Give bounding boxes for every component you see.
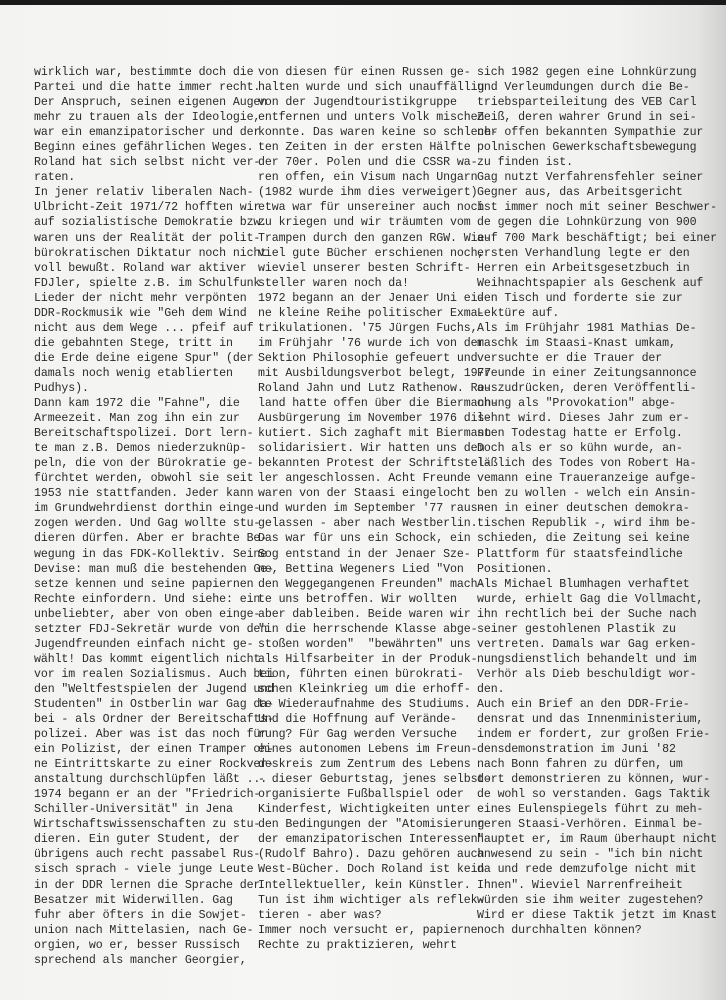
text-line: West-Bücher. Doch Roland ist kein [258, 863, 485, 877]
text-line: 1974 begann er an der "Friedrich- [34, 788, 261, 802]
text-line: Ihnen". Wieviel Narrenfreiheit [477, 878, 683, 892]
text-line: ihn rechtlich bei der Suche nach [477, 607, 697, 621]
text-line: Rechte zu praktizieren, wehrt [258, 938, 457, 952]
text-line: peln, die von der Bürokratie ge- [34, 457, 254, 471]
text-line: nen in einer deutschen demokra- [477, 502, 690, 516]
text-line: unbeliebter, aber von oben einge- [34, 607, 261, 621]
text-line: FDJler, spielte z.B. im Schulfunk [34, 276, 261, 290]
text-line: ne, Bettina Wegeners Lied "Von [258, 562, 464, 576]
text-line: setzter FDJ-Sekretär wurde von den [34, 622, 268, 636]
text-line: mehr zu trauen als der Ideologie, [34, 111, 261, 125]
text-line: indem er fordert, zur großen Frie- [477, 728, 711, 742]
text-line: ner offen bekannten Sympathie zur [477, 126, 704, 140]
text-line: triebsparteileitung des VEB Carl [477, 96, 697, 110]
text-line: war ein emanzipatorischer und der [34, 126, 261, 140]
text-line: ist immer noch mit seiner Beschwer- [477, 201, 718, 215]
text-line: sprechend als mancher Georgier, [34, 953, 247, 967]
text-line: land hatte offen über die Biermann- [258, 397, 499, 411]
text-line: Wird er diese Taktik jetzt im Knast [477, 908, 718, 922]
text-line: bekannten Protest der Schriftstel- [258, 457, 492, 471]
text-line: in der DDR lernen die Sprache der [34, 878, 261, 892]
text-line: eines Eulenspiegels führt zu meh- [477, 803, 704, 817]
text-line: Und die Hoffnung auf Verände- [258, 713, 457, 727]
text-line: die Erde deine eigene Spur" (der [34, 351, 254, 365]
text-line: "in die herrschende Klasse abge- [258, 622, 478, 636]
text-line: Roland Jahn und Lutz Rathenow. Ro- [258, 381, 492, 395]
text-line: nach Bonn fahren zu dürfen, um [477, 758, 683, 772]
text-line: rung? Für Gag werden Versuche [258, 728, 457, 742]
text-line: Plattform für staatsfeindliche [477, 547, 683, 561]
text-line: Partei und die hatte immer recht. [34, 81, 261, 95]
text-line: versuchte er die Trauer der [477, 351, 663, 365]
text-line: zogen werden. Und Gag wollte stu- [34, 517, 261, 531]
text-line: halten wurde und sich unauffällig [258, 81, 485, 95]
text-line: DDR-Rockmusik wie "Geh dem Wind [34, 306, 247, 320]
text-line: te Wiederaufnahme des Studiums. [258, 697, 471, 711]
text-line: Schiller-Universität" in Jena [34, 803, 233, 817]
text-line: te uns betroffen. Wir wollten [258, 592, 457, 606]
text-line: Intellektueller, kein Künstler. [258, 878, 471, 892]
text-line: auszudrücken, deren Veröffentli- [477, 381, 697, 395]
text-line: union nach Mittelasien, nach Ge- [34, 923, 254, 937]
text-line: im Grundwehrdienst dorthin einge- [34, 502, 261, 516]
text-line: 1953 nie stattfanden. Jeder kann [34, 487, 254, 501]
text-line: densdemonstration im Juni '82 [477, 743, 676, 757]
text-line: etwa war für unsereiner auch noch [258, 201, 485, 215]
text-line: Rechte einfordern. Und siehe: ein [34, 592, 261, 606]
text-line: anwesend zu sein - "ich bin nicht [477, 848, 704, 862]
text-line: waren uns der Realität der polit- [34, 231, 261, 245]
text-line: der emanzipatorischen Interessen" [258, 833, 485, 847]
text-line: raten. [34, 171, 76, 185]
text-line: kutiert. Sich zaghaft mit Biermann [258, 427, 492, 441]
text-line: da und rede demzufolge nicht mit [477, 863, 697, 877]
text-line: (Rudolf Bahro). Dazu gehören auch [258, 848, 485, 862]
text-line: mit Ausbildungsverbot belegt, 1977 [258, 366, 492, 380]
text-line: de wohl so verstanden. Gags Taktik [477, 788, 711, 802]
text-line: steller waren noch da! [258, 276, 409, 290]
text-line: Jugendfreunden einfach nicht ge- [34, 637, 254, 651]
text-line: (1982 wurde ihm dies verweigert) [258, 186, 478, 200]
text-line: te man z.B. Demos niederzuknüp- [34, 442, 247, 456]
text-line: auf 700 Mark beschäftigt; bei einer [477, 231, 718, 245]
text-line: Sog entstand in der Jenaer Sze- [258, 547, 471, 561]
text-line: trikulationen. '75 Jürgen Fuchs, [258, 321, 478, 335]
text-line: Verhör als Dieb beschuldigt wor- [477, 667, 697, 681]
text-line: zu finden ist. [477, 156, 574, 170]
text-line: Tun ist ihm wichtiger als reflek- [258, 893, 485, 907]
text-line: die gebahnten Stege, tritt in [34, 336, 233, 350]
text-line: sten Todestag hatte er Erfolg. [477, 427, 683, 441]
text-line: im Frühjahr '76 wurde ich von der [258, 336, 485, 350]
text-line: wählt! Das kommt eigentlich nicht [34, 652, 261, 666]
text-line: tischen Republik -, wird ihm be- [477, 517, 697, 531]
text-line: ne Eintrittskarte zu einer Rockver- [34, 758, 275, 772]
text-line: den Weggegangenen Freunden" mach- [258, 577, 485, 591]
text-line: fürchtet werden, obwohl sie seit [34, 472, 254, 486]
text-line: als Hilfsarbeiter in der Produk- [258, 652, 478, 666]
text-line: orgien, wo er, besser Russisch [34, 938, 240, 952]
text-line: stoßen worden" "bewährten" uns [258, 637, 471, 651]
text-line: Der Anspruch, seinen eigenen Augen [34, 96, 268, 110]
text-line: eines autonomen Lebens im Freun- [258, 743, 478, 757]
text-line: In jener relativ liberalen Nach- [34, 186, 254, 200]
text-line: Ulbricht-Zeit 1971/72 hofften wir [34, 201, 261, 215]
text-line: nicht aus dem Wege ... pfeif auf [34, 321, 254, 335]
text-line: ben zu wollen - welch ein Ansin- [477, 487, 697, 501]
text-line: dieren dürfen. Aber er brachte Be- [34, 532, 268, 546]
text-line: sisch sprach - viele junge Leute [34, 863, 254, 877]
text-line: de gegen die Lohnkürzung von 900 [477, 216, 697, 230]
text-line: ersten Verhandlung legte er den [477, 246, 690, 260]
text-line: Besatzer mit Widerwillen. Gag [34, 893, 233, 907]
text-line: dort demonstrieren zu können, wur- [477, 773, 711, 787]
text-line: Sektion Philosophie gefeuert und [258, 351, 478, 365]
text-line: solidarisiert. Wir hatten uns dem [258, 442, 485, 456]
text-line: übrigens auch recht passabel Rus- [34, 848, 261, 862]
text-line: Beginn eines gefährlichen Weges. [34, 141, 254, 155]
text-line: ein Polizist, der einen Tramper oh- [34, 743, 275, 757]
text-line: tion, führten einen bürokrati- [258, 667, 464, 681]
text-line: vemann eine Traueranzeige aufge- [477, 472, 697, 486]
text-line: der 70er. Polen und die CSSR wa- [258, 156, 478, 170]
text-line: sich 1982 gegen eine Lohnkürzung [477, 66, 697, 79]
text-line: von diesen für einen Russen ge- [258, 66, 471, 79]
text-line: Bereitschaftspolizei. Dort lern- [34, 427, 254, 441]
text-line: viel gute Bücher erschienen noch, [258, 246, 485, 260]
text-line: schen Kleinkrieg um die erhoff- [258, 682, 471, 696]
text-line: Wirtschaftswissenschaften zu stu- [34, 818, 261, 832]
text-line: dieren. Ein guter Student, der [34, 833, 240, 847]
text-line: damals noch wenig etablierten [34, 366, 233, 380]
text-line: organisierte Fußballspiel oder [258, 788, 464, 802]
text-line: 1972 begann an der Jenaer Uni ei- [258, 291, 485, 305]
text-line: schieden, die Zeitung sei keine [477, 532, 690, 546]
text-line: seiner gestohlenen Plastik zu [477, 622, 676, 636]
text-line: nungsdienstlich behandelt und im [477, 652, 697, 666]
text-line: Lieder der nicht mehr verpönten [34, 291, 247, 305]
text-line: - dieser Geburtstag, jenes selbst- [258, 773, 492, 787]
text-column-middle [258, 65, 498, 953]
text-line: den Tisch und forderte sie zur [477, 291, 683, 305]
text-line: fuhr aber öfters in die Sowjet- [34, 908, 247, 922]
text-line: und Verleumdungen durch die Be- [477, 81, 690, 95]
text-line: vor im realen Sozialismus. Auch bei [34, 667, 275, 681]
text-line: Zeiß, deren wahrer Grund in sei- [477, 111, 697, 125]
text-line: anstaltung durchschlüpfen läßt ... [34, 773, 268, 787]
text-line: Roland hat sich selbst nicht ver- [34, 156, 261, 170]
text-line: Gag nutzt Verfahrensfehler seiner [477, 171, 704, 185]
text-line: und wurden im September '77 raus- [258, 502, 485, 516]
text-line: bürokratischen Diktatur noch nicht [34, 246, 268, 260]
text-line: Gegner aus, das Arbeitsgericht [477, 186, 683, 200]
text-line: den Bedingungen der "Atomisierung [258, 818, 485, 832]
text-line: densrat und das Innenministerium, [477, 713, 704, 727]
text-line: Dann kam 1972 die "Fahne", die [34, 397, 240, 411]
text-line: wieviel unserer besten Schrift- [258, 261, 471, 275]
text-line: vertreten. Damals war Gag erken- [477, 637, 697, 651]
text-line: ler angeschlossen. Acht Freunde [258, 472, 471, 486]
text-line: Doch als er so kühn wurde, an- [477, 442, 683, 456]
text-line: den "Weltfestspielen der Jugend und [34, 682, 275, 696]
text-line: wirklich war, bestimmte doch die [34, 66, 254, 79]
text-line: Als Michael Blumhagen verhaftet [477, 577, 690, 591]
text-line: konnte. Das waren keine so schlech- [258, 126, 499, 140]
text-line: zu kriegen und wir träumten vom [258, 216, 471, 230]
text-line: waren von der Staasi eingelocht [258, 487, 471, 501]
text-line: Herren ein Arbeitsgesetzbuch in [477, 261, 690, 275]
text-line: gelassen - aber nach Westberlin. [258, 517, 478, 531]
text-line: voll bewußt. Roland war aktiver [34, 261, 247, 275]
text-line: chung als "Provokation" abge- [477, 397, 676, 411]
text-line: polnischen Gewerkschaftsbewegung [477, 141, 697, 155]
text-line: tieren - aber was? [258, 908, 382, 922]
text-line: polizei. Aber was ist das noch für [34, 728, 268, 742]
text-line: Immer noch versucht er, papierne [258, 923, 478, 937]
text-line: Auch ein Brief an den DDR-Frie- [477, 697, 690, 711]
text-line: wegung in das FDK-Kollektiv. Seine [34, 547, 268, 561]
text-column-left [34, 65, 274, 968]
text-line: Weihnachtspapier als Geschenk auf [477, 276, 704, 290]
text-line: hauptet er, im Raum überhaupt nicht [477, 833, 718, 847]
text-line: wurde, erhielt Gag die Vollmacht, [477, 592, 704, 606]
text-line: setze kennen und seine papiernen [34, 577, 254, 591]
text-line: würden sie ihm weiter zugestehen? [477, 893, 704, 907]
text-line: Pudhys). [34, 381, 89, 395]
scanned-page [0, 5, 726, 1000]
text-line: Armeezeit. Man zog ihn ein zur [34, 412, 240, 426]
text-line: maschk im Staasi-Knast umkam, [477, 336, 676, 350]
text-line: Kinderfest, Wichtigkeiten unter [258, 803, 471, 817]
text-line: deskreis zum Zentrum des Lebens [258, 758, 471, 772]
text-line: ren offen, ein Visum nach Ungarn [258, 171, 478, 185]
text-line: Das war für uns ein Schock, ein [258, 532, 471, 546]
text-line: auf sozialistische Demokratie bzw. [34, 216, 268, 230]
text-line: entfernen und unters Volk mischen [258, 111, 485, 125]
text-line: ten Zeiten in der ersten Hälfte [258, 141, 471, 155]
text-line: Positionen. [477, 562, 553, 576]
text-line: reren Staasi-Verhören. Einmal be- [477, 818, 704, 832]
text-line: Als im Frühjahr 1981 Mathias De- [477, 321, 697, 335]
text-line: bei - als Ordner der Bereitschafts- [34, 713, 275, 727]
text-line: noch durchhalten können? [477, 923, 642, 937]
text-line: läßlich des Todes von Robert Ha- [477, 457, 697, 471]
text-line: den. [477, 682, 505, 696]
text-line: ne kleine Reihe politischer Exma- [258, 306, 485, 320]
text-line: Devise: man muß die bestehenden Ge- [34, 562, 275, 576]
text-line: aber dableiben. Beide waren wir [258, 607, 471, 621]
text-line: Trampen durch den ganzen RGW. Wie- [258, 231, 492, 245]
text-line: von der Jugendtouristikgruppe [258, 96, 457, 110]
text-line: Studenten" in Ostberlin war Gag da- [34, 697, 275, 711]
text-line: Ausbürgerung im November 1976 dis- [258, 412, 492, 426]
text-line: Freunde in einer Zeitungsannonce [477, 366, 697, 380]
text-line: Lektüre auf. [477, 306, 560, 320]
text-column-right [477, 65, 717, 938]
text-line: lehnt wird. Dieses Jahr zum er- [477, 412, 690, 426]
